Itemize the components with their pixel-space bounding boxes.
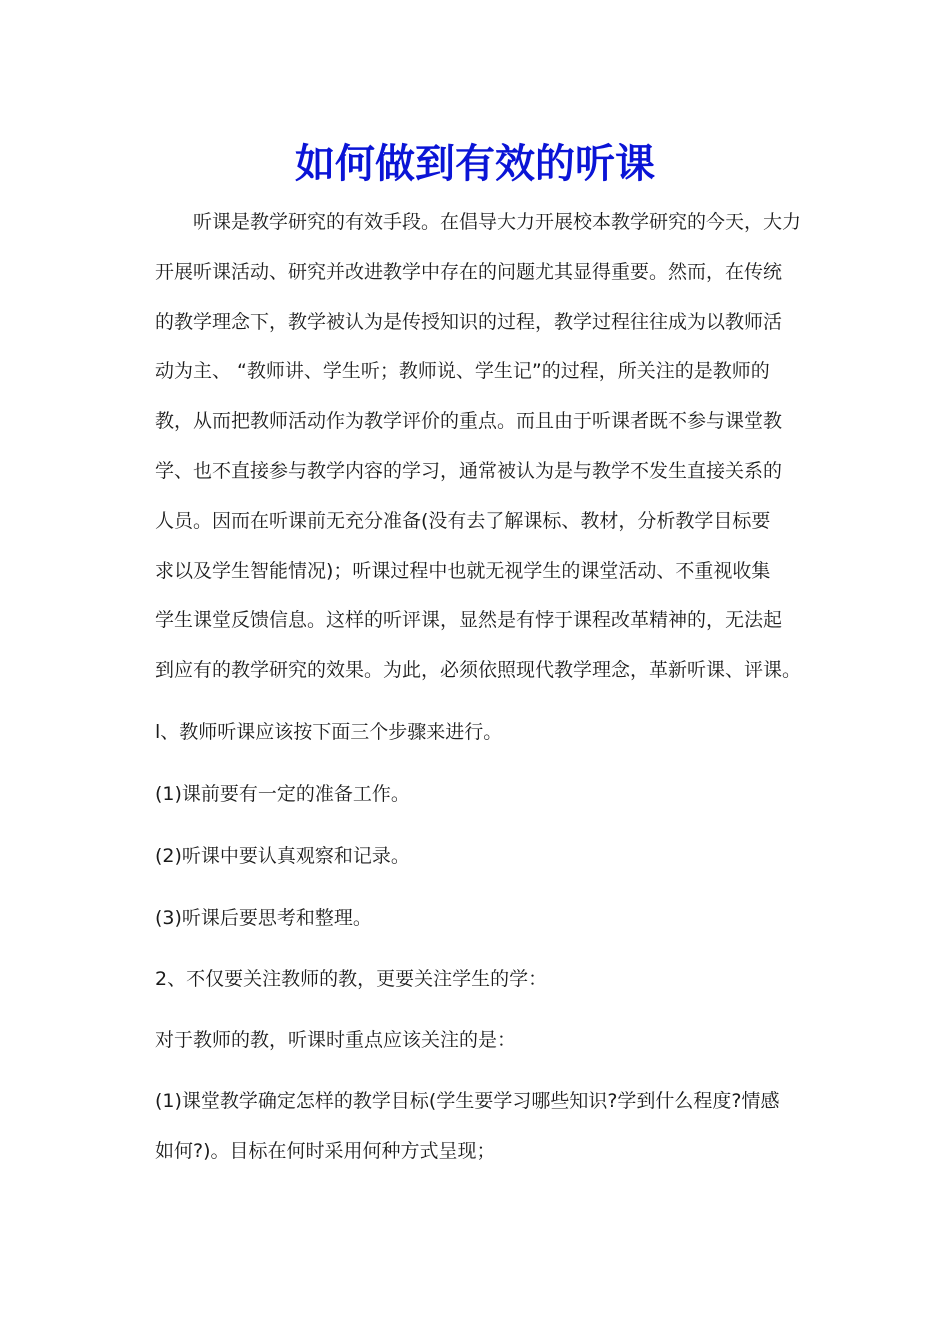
paragraph-line: 求以及学生智能情况)；听课过程中也就无视学生的课堂活动、不重视收集 <box>155 559 771 582</box>
sub-heading: 对于教师的教，听课时重点应该关注的是： <box>155 1029 517 1051</box>
list-item: (1)课前要有一定的准备工作。 <box>155 783 410 805</box>
list-item-continuation: 如何?)。目标在何时采用何种方式呈现； <box>155 1140 496 1162</box>
paragraph-line: 的教学理念下，教学被认为是传授知识的过程，教学过程往往成为以教师活 <box>155 310 783 333</box>
paragraph-line: 学生课堂反馈信息。这样的听评课，显然是有悖于课程改革精神的，无法起 <box>155 609 783 632</box>
intro-paragraph <box>155 198 805 696</box>
paragraph-line: 学、也不直接参与教学内容的学习，通常被认为是与教学不发生直接关系的 <box>155 459 783 482</box>
list-item: (1)课堂教学确定怎样的教学目标(学生要学习哪些知识?学到什么程度?情感 <box>155 1090 780 1112</box>
list-item: (2)听课中要认真观察和记录。 <box>155 845 410 867</box>
document-title: 如何做到有效的听课 <box>295 140 655 187</box>
paragraph-line: 教，从而把教师活动作为教学评价的重点。而且由于听课者既不参与课堂教 <box>155 410 783 433</box>
paragraph-line: 到应有的教学研究的效果。为此，必须依照现代教学理念，革新听课、评课。 <box>155 659 802 682</box>
paragraph-line: 动为主、 “教师讲、学生听；教师说、学生记”的过程，所关注的是教师的 <box>155 360 770 383</box>
step-heading: l、教师听课应该按下面三个步骤来进行。 <box>155 721 503 743</box>
paragraph-line: 开展听课活动、研究并改进教学中存在的问题尤其显得重要。然而，在传统 <box>155 260 783 283</box>
list-item: (3)听课后要思考和整理。 <box>155 907 372 929</box>
section-heading: 2、不仅要关注教师的教，更要关注学生的学： <box>155 968 548 990</box>
paragraph-line: 人员。因而在听课前无充分准备(没有去了解课标、教材，分析教学目标要 <box>155 509 771 532</box>
paragraph-line: 听课是教学研究的有效手段。在倡导大力开展校本教学研究的今天，大力 <box>155 211 802 233</box>
